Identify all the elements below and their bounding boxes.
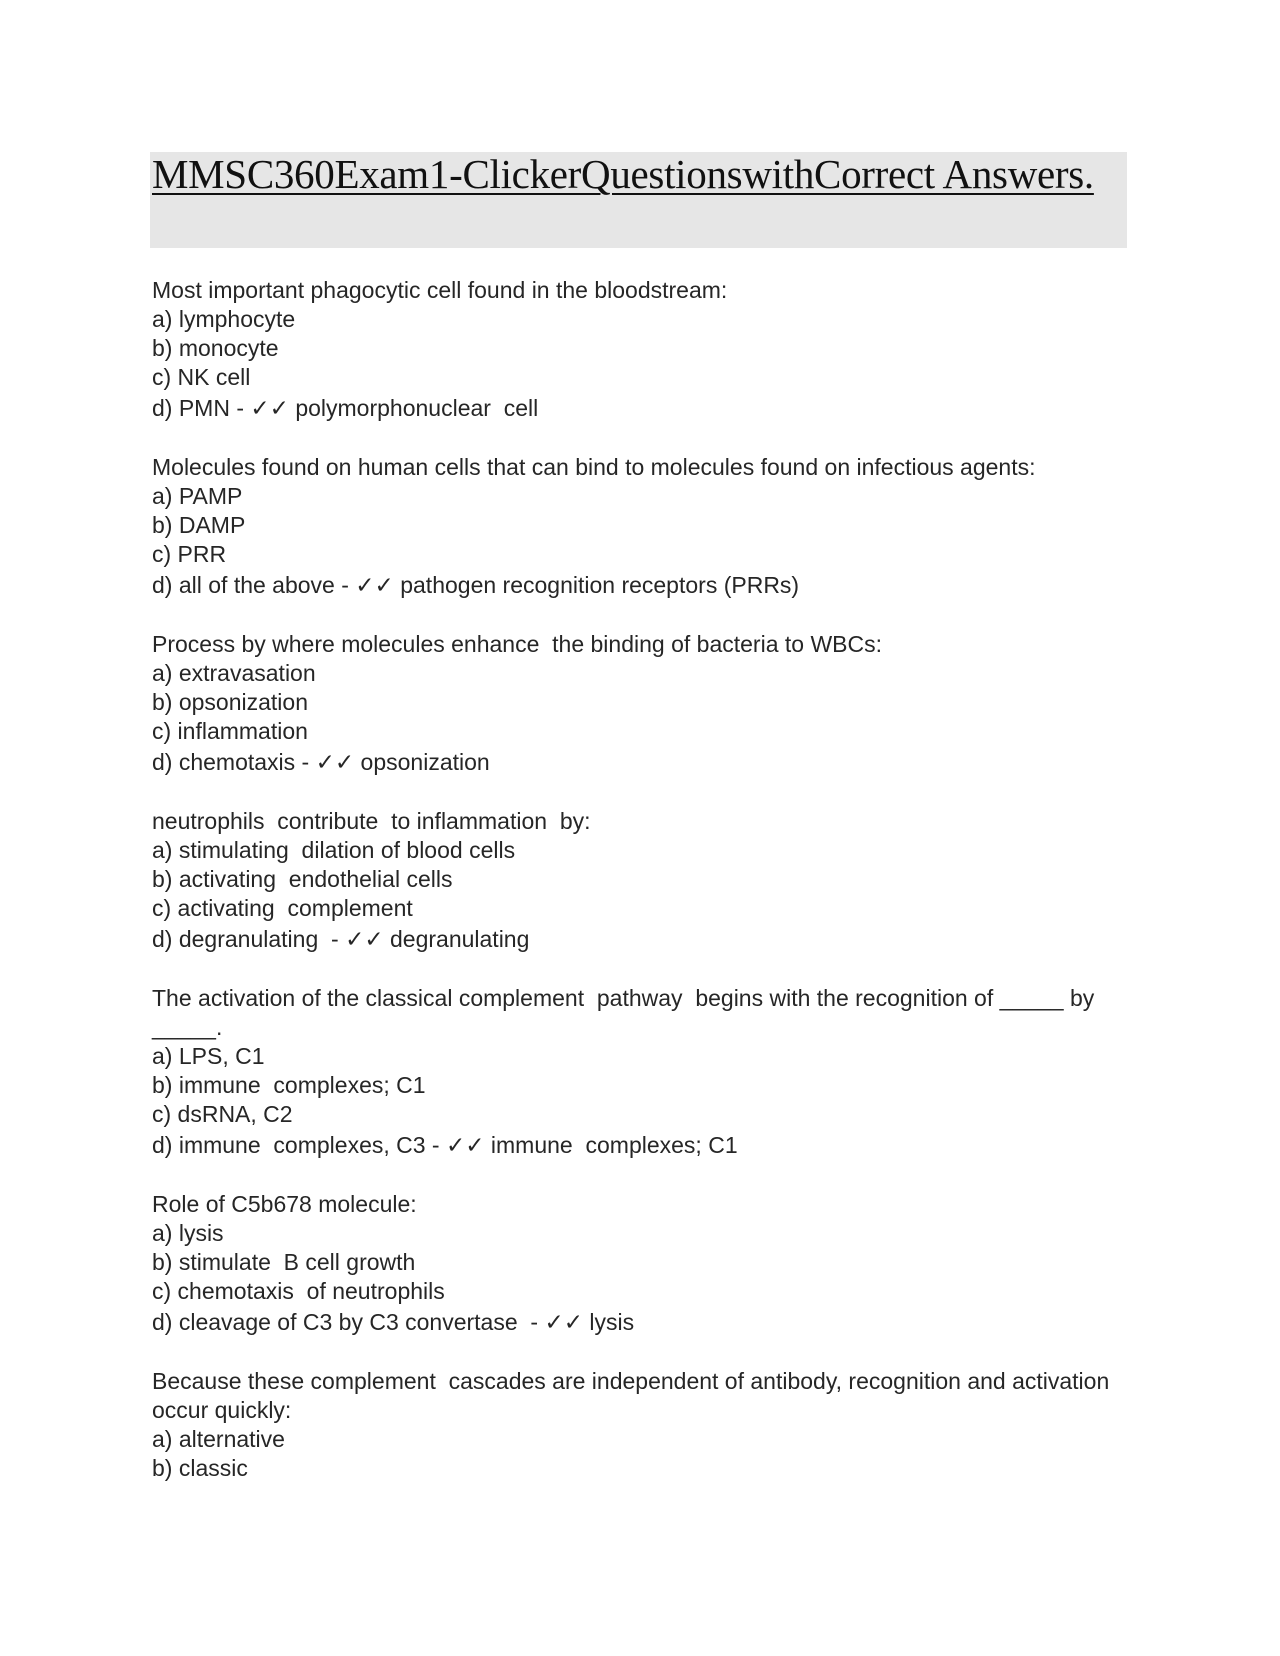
option-b: b) activating endothelial cells — [152, 866, 453, 892]
option-a: a) stimulating dilation of blood cells — [152, 837, 516, 863]
option-b: b) DAMP — [152, 512, 246, 538]
question-1 — [152, 276, 1132, 423]
question-text: Molecules found on human cells that can bind to molecules found on infectious agents: — [152, 454, 1036, 480]
question-text: The activation of the classical complement pathway begins with the recognition of _____ by _____. — [152, 985, 1101, 1040]
option-d-with-answer: d) PMN - ✓✓ polymorphonuclear cell — [152, 395, 539, 421]
question-3 — [152, 630, 1132, 777]
question-4 — [152, 807, 1132, 954]
option-c: c) activating complement — [152, 895, 413, 921]
option-a: a) extravasation — [152, 660, 316, 686]
option-b: b) stimulate B cell growth — [152, 1249, 416, 1275]
option-b: b) monocyte — [152, 335, 279, 361]
option-d-with-answer: d) all of the above - ✓✓ pathogen recognition receptors (PRRs) — [152, 572, 800, 598]
option-d-with-answer: d) degranulating - ✓✓ degranulating — [152, 926, 530, 952]
question-text: Role of C5b678 molecule: — [152, 1191, 417, 1217]
document-title: MMSC360Exam1-ClickerQuestionswithCorrect Answers. — [152, 151, 1094, 197]
question-text: Process by where molecules enhance the binding of bacteria to WBCs: — [152, 631, 882, 657]
option-b: b) immune complexes; C1 — [152, 1072, 426, 1098]
option-a: a) lymphocyte — [152, 306, 296, 332]
option-b: b) opsonization — [152, 689, 308, 715]
option-a: a) PAMP — [152, 483, 243, 509]
question-5 — [152, 984, 1132, 1160]
question-text: Most important phagocytic cell found in the bloodstream: — [152, 277, 728, 303]
option-c: c) inflammation — [152, 718, 308, 744]
option-c: c) NK cell — [152, 364, 251, 390]
option-a: a) LPS, C1 — [152, 1043, 265, 1069]
option-b: b) classic — [152, 1455, 248, 1481]
question-7 — [152, 1367, 1132, 1483]
option-c: c) PRR — [152, 541, 227, 567]
question-text: Because these complement cascades are independent of antibody, recognition and activation occur quickly: — [152, 1368, 1116, 1423]
option-a: a) alternative — [152, 1426, 285, 1452]
option-d-with-answer: d) immune complexes, C3 - ✓✓ immune complexes; C1 — [152, 1132, 738, 1158]
option-c: c) dsRNA, C2 — [152, 1101, 293, 1127]
option-a: a) lysis — [152, 1220, 224, 1246]
question-text: neutrophils contribute to inflammation by: — [152, 808, 591, 834]
option-d-with-answer: d) cleavage of C3 by C3 convertase - ✓✓ lysis — [152, 1309, 635, 1335]
question-6 — [152, 1190, 1132, 1337]
question-list — [152, 276, 1132, 1513]
option-c: c) chemotaxis of neutrophils — [152, 1278, 445, 1304]
option-d-with-answer: d) chemotaxis - ✓✓ opsonization — [152, 749, 490, 775]
question-2 — [152, 453, 1132, 600]
